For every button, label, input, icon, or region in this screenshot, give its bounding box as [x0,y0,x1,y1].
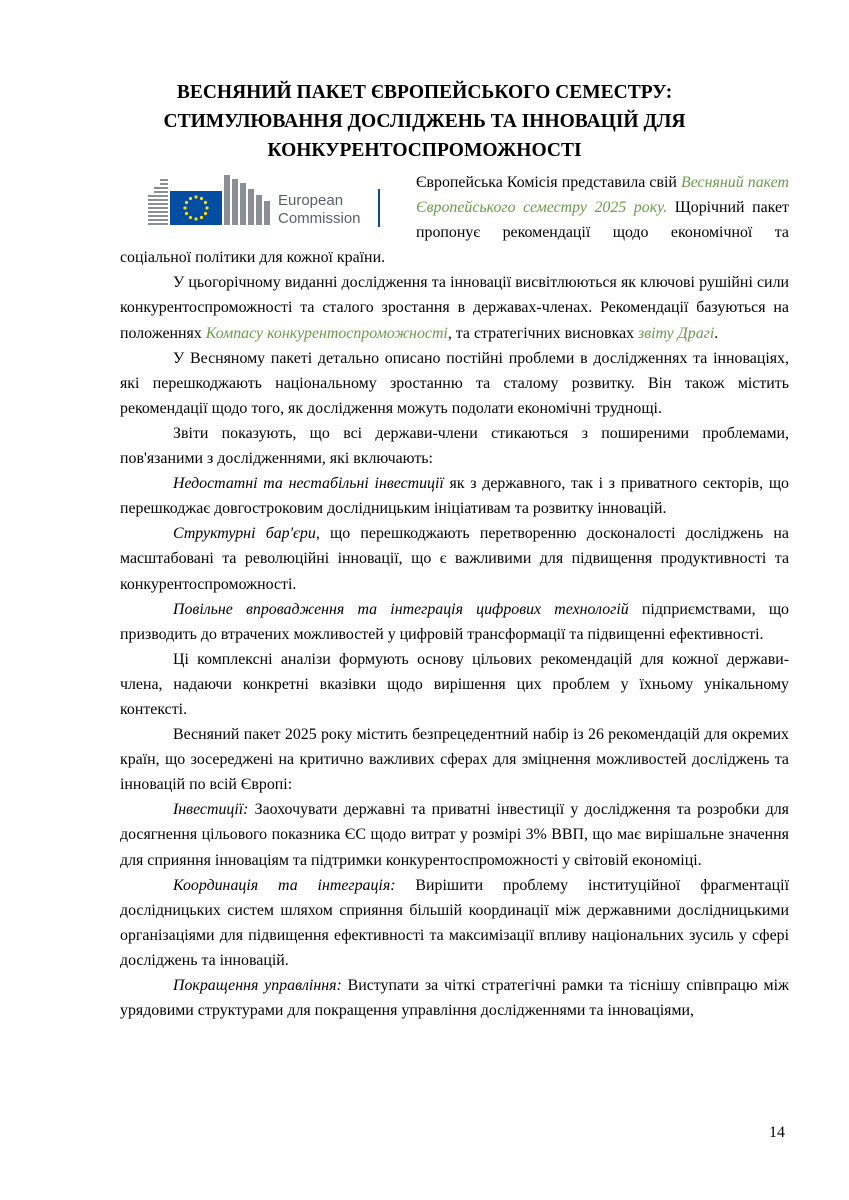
recommendation-item: Інвестиції: Заохочувати державні та приватні інвестиції у дослідження та розробки для досягнення цільового показника ЄС щодо витрат у розмірі 3% ВВП, що має вирішальне значення для сприяння інноваціям та підтримки конкурентоспроможності у світовій економіці. [120,801,789,869]
spring-package-link[interactable]: Весняний пакет Європейського семестру 2025 року. [416,174,790,217]
paragraph: Ці комплексні аналізи формують основу цільових рекомендацій для кожної держави-члена, надаючи конкретні вказівки щодо вирішення цих проблем у їхньому унікальному контексті. [120,650,789,718]
paragraph: У Весняному пакеті детально описано постійні проблеми в дослідженнях та інноваціях, які перешкоджають національному зростанню та сталому розвитку. Він також містить рекомендації щодо того, як дослідження можуть подолати економічні труднощі. [120,349,789,417]
logo-spacer [120,170,416,242]
challenge-item: Структурні бар'єри, що перешкоджають перетворенню досконалості досліджень на масштабовані та революційні інновації, що є важливими для підвищення продуктивності та конкурентоспроможності. [120,525,789,593]
challenge-item: Повільне впровадження та інтеграція цифрових технологій підприємствами, що призводить до втрачених можливостей у цифровій трансформації та підвищенні ефективності. [120,600,789,643]
title-line: ВЕСНЯНИЙ ПАКЕТ ЄВРОПЕЙСЬКОГО СЕМЕСТРУ: [176,82,673,103]
challenge-item: Недостатні та нестабільні інвестиції як з державного, так і з приватного секторів, що перешкоджає довгостроковим дослідницьким ініціативам та розвитку інновацій. [120,475,789,518]
recommendation-item: Покращення управління: Виступати за чіткі стратегічні рамки та тіснішу співпрацю між урядовими структурами для покращення управління дослідженнями та інноваціями, [120,977,789,1020]
paragraph-intro: Європейська Комісія представила свій Весняний пакет Європейського семестру 2025 року. Щорічний пакет пропонує рекомендації щодо економічної та соціальної політики для кожної країни. [120,170,789,270]
emphasis: Координація та інтеграція: [173,876,396,894]
recommendation-item: Координація та інтеграція: Вирішити проблему інституційної фрагментації дослідницьких систем шляхом сприяння більшій координації між державними дослідницькими організаціями для підвищення ефективності та максимізації впливу національних зусиль у сфері досліджень та інновацій. [120,876,789,969]
page-title [60,78,789,165]
competitiveness-compass-link[interactable]: Компасу конкурентоспроможності [205,324,448,342]
emphasis: Повільне впровадження та інтеграція цифрових технологій [173,600,629,618]
article-body [120,170,789,1023]
paragraph: Звіти показують, що всі держави-члени стикаються з поширеними проблемами, пов'язаними з дослідженнями, які включають: [120,424,789,468]
page-number: 14 [769,1124,785,1141]
emphasis: Структурні бар'єри [173,525,316,543]
draghi-report-link[interactable]: звіту Драгі [638,324,715,342]
paragraph: Весняний пакет 2025 року містить безпрецедентний набір із 26 рекомендацій для окремих країн, що зосереджені на критично важливих сферах для зміцнення можливостей досліджень та інновацій по всій Європі: [120,726,789,794]
emphasis: Інвестиції: [173,801,249,819]
logo-text-european: European [278,192,344,209]
title-line: СТИМУЛЮВАННЯ ДОСЛІДЖЕНЬ ТА ІННОВАЦІЙ ДЛЯ [163,111,686,132]
logo-text-commission: Commission [278,210,361,227]
emphasis: Покращення управління: [173,977,342,994]
paragraph: У цьогорічному виданні дослідження та інновації висвітлюються як ключові рушійні сили конкурентоспроможності та сталого зростання в державах-членах. Рекомендації базуються на положеннях Компасу конкурентоспроможності, та стратегічних висновках звіту Драгі. [120,274,789,342]
title-line: КОНКУРЕНТОСПРОМОЖНОСТІ [267,140,582,161]
emphasis: Недостатні та нестабільні інвестиції [173,475,444,493]
